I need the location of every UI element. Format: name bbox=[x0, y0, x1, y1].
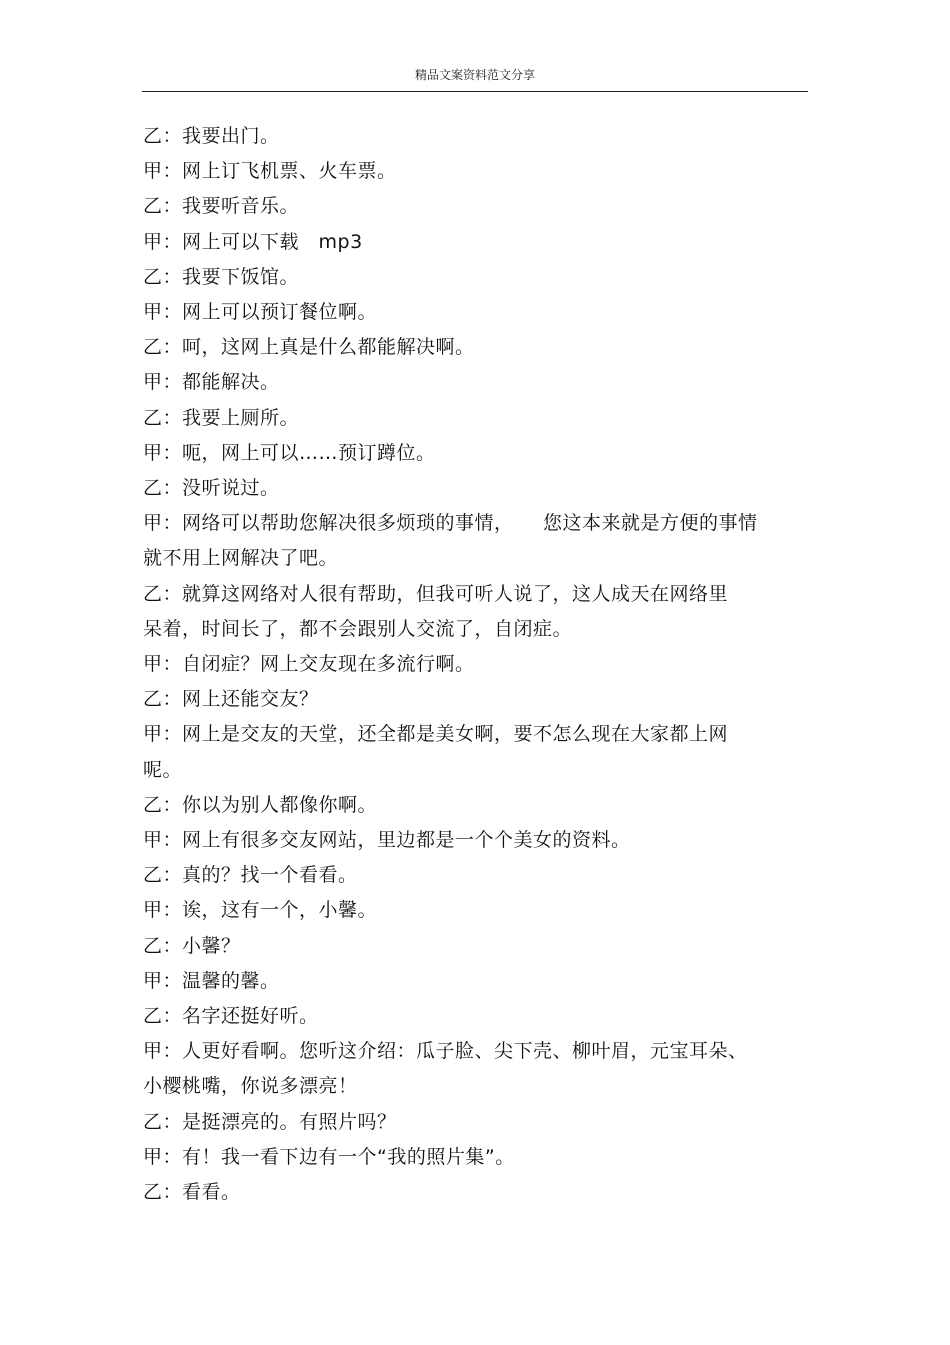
dialogue-line: 乙：我要听音乐。 bbox=[143, 195, 300, 218]
dialogue-line: 甲：温馨的馨。 bbox=[143, 969, 280, 992]
dialogue-line: 乙：小馨？ bbox=[143, 934, 241, 957]
dialogue-line: 乙：是挺漂亮的。有照片吗？ bbox=[143, 1110, 397, 1133]
dialogue-line: 甲：网上有很多交友网站，里边都是一个个美女的资料。 bbox=[143, 829, 631, 852]
dialogue-line: 甲：有！我一看下边有一个“我的照片集”。 bbox=[143, 1145, 515, 1168]
dialogue-line: 乙：呵，这网上真是什么都能解决啊。 bbox=[143, 336, 475, 359]
dialogue-line: 甲：网上可以下载 mp3 bbox=[143, 230, 363, 253]
dialogue-line: 呢。 bbox=[143, 758, 183, 781]
dialogue-line: 甲：网上订飞机票、火车票。 bbox=[143, 160, 397, 183]
dialogue-body bbox=[143, 119, 813, 1210]
dialogue-line: 甲：都能解决。 bbox=[143, 371, 280, 394]
dialogue-line: 乙：真的？找一个看看。 bbox=[143, 864, 358, 887]
dialogue-line: 呆着，时间长了，都不会跟别人交流了，自闭症。 bbox=[143, 617, 573, 640]
dialogue-line: 乙：你以为别人都像你啊。 bbox=[143, 793, 378, 816]
dialogue-line: 乙：我要上厕所。 bbox=[143, 406, 300, 429]
dialogue-line: 小樱桃嘴，你说多漂亮！ bbox=[143, 1075, 358, 1098]
dialogue-line: 甲：人更好看啊。您听这介绍：瓜子脸、尖下壳、柳叶眉，元宝耳朵、 bbox=[143, 1040, 748, 1063]
dialogue-line: 甲：网上可以预订餐位啊。 bbox=[143, 301, 378, 324]
page-header: 精品文案资料范文分享 bbox=[414, 68, 535, 82]
dialogue-line: 乙：我要下饭馆。 bbox=[143, 265, 300, 288]
header-divider bbox=[142, 91, 808, 92]
dialogue-line: 甲：呃，网上可以……预订蹲位。 bbox=[143, 441, 436, 464]
dialogue-line: 乙：我要出门。 bbox=[143, 125, 280, 147]
dialogue-line: 甲：网络可以帮助您解决很多烦琐的事情， 您这本来就是方便的事情 bbox=[143, 512, 758, 535]
dialogue-line: 乙：看看。 bbox=[143, 1181, 241, 1204]
dialogue-line: 乙：网上还能交友？ bbox=[143, 688, 319, 711]
dialogue-line: 甲：诶，这有一个，小馨。 bbox=[143, 899, 378, 922]
dialogue-line: 乙：名字还挺好听。 bbox=[143, 1005, 319, 1028]
dialogue-line: 甲：网上是交友的天堂，还全都是美女啊，要不怎么现在大家都上网 bbox=[143, 723, 729, 746]
dialogue-line: 乙：就算这网络对人很有帮助，但我可听人说了，这人成天在网络里 bbox=[143, 582, 729, 605]
dialogue-line: 乙：没听说过。 bbox=[143, 477, 280, 500]
dialogue-line: 甲：自闭症？网上交友现在多流行啊。 bbox=[143, 653, 475, 676]
dialogue-line: 就不用上网解决了吧。 bbox=[143, 547, 339, 570]
